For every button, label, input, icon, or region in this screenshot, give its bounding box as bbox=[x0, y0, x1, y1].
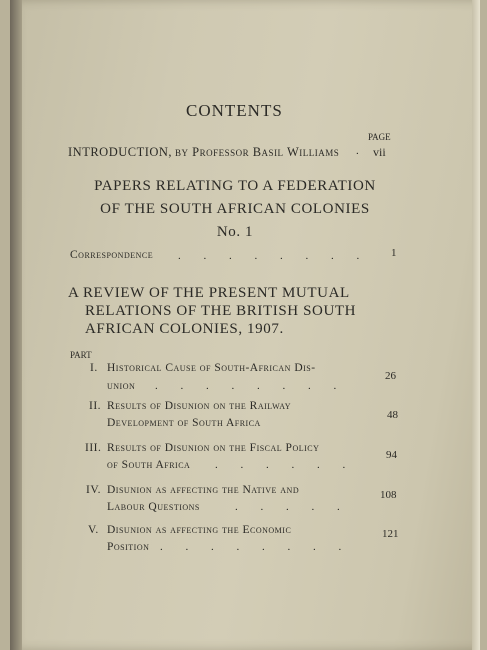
part-title-line2: union bbox=[107, 380, 136, 392]
introduction-label: INTRODUCTION, bbox=[68, 145, 173, 159]
dot-leader: . . . . . bbox=[235, 501, 350, 513]
part-page: 121 bbox=[382, 528, 399, 540]
contents-title: CONTENTS bbox=[186, 101, 283, 120]
part-title-line1: Results of Disunion on the Fiscal Policy bbox=[107, 442, 320, 454]
dot-leader: . . . . . . bbox=[215, 459, 356, 471]
dot-leader: . bbox=[356, 145, 359, 157]
section1-heading-line2: OF THE SOUTH AFRICAN COLONIES bbox=[100, 201, 370, 217]
introduction-author: by Professor Basil Williams bbox=[175, 145, 340, 159]
part-numeral: IV. bbox=[86, 484, 102, 496]
part-numeral: V. bbox=[88, 524, 99, 536]
part-numeral: I. bbox=[90, 362, 98, 374]
part-page: 26 bbox=[385, 370, 396, 382]
section2-heading-line3: AFRICAN COLONIES, 1907. bbox=[85, 321, 284, 337]
part-title-line2: Development of South Africa bbox=[107, 417, 261, 429]
section1-heading-line1: PAPERS RELATING TO A FEDERATION bbox=[94, 178, 376, 194]
introduction-page: vii bbox=[373, 145, 386, 159]
part-title-line2: Position bbox=[107, 541, 150, 553]
part-numeral: II. bbox=[89, 400, 102, 412]
part-title-line1: Disunion as affecting the Native and bbox=[107, 484, 300, 496]
correspondence-page: 1 bbox=[391, 247, 397, 259]
section2-heading-line1: A REVIEW OF THE PRESENT MUTUAL bbox=[68, 285, 350, 301]
part-title-line2: Labour Questions bbox=[107, 501, 200, 513]
part-numeral: III. bbox=[85, 442, 102, 454]
book-page bbox=[10, 0, 480, 650]
part-page: 94 bbox=[386, 449, 397, 461]
part-title-line1: Results of Disunion on the Railway bbox=[107, 400, 292, 412]
correspondence-label: Correspondence bbox=[70, 249, 154, 261]
book-gutter bbox=[10, 0, 22, 650]
page-column-label: PAGE bbox=[368, 132, 391, 142]
dot-leader: . . . . . . . . bbox=[178, 250, 370, 262]
dot-leader: . . . . . . . . bbox=[155, 380, 347, 392]
section1-number: No. 1 bbox=[216, 224, 254, 240]
part-title-line1: Historical Cause of South-African Dis- bbox=[107, 362, 316, 374]
part-title-line1: Disunion as affecting the Economic bbox=[107, 524, 292, 536]
part-page: 108 bbox=[380, 489, 397, 501]
part-title-line2: of South Africa bbox=[107, 459, 191, 471]
part-page: 48 bbox=[387, 409, 398, 421]
dot-leader: . . . . . . . . bbox=[160, 541, 352, 553]
page-edge bbox=[472, 0, 480, 650]
part-column-label: PART bbox=[70, 350, 92, 360]
section2-heading-line2: RELATIONS OF THE BRITISH SOUTH bbox=[85, 303, 357, 319]
